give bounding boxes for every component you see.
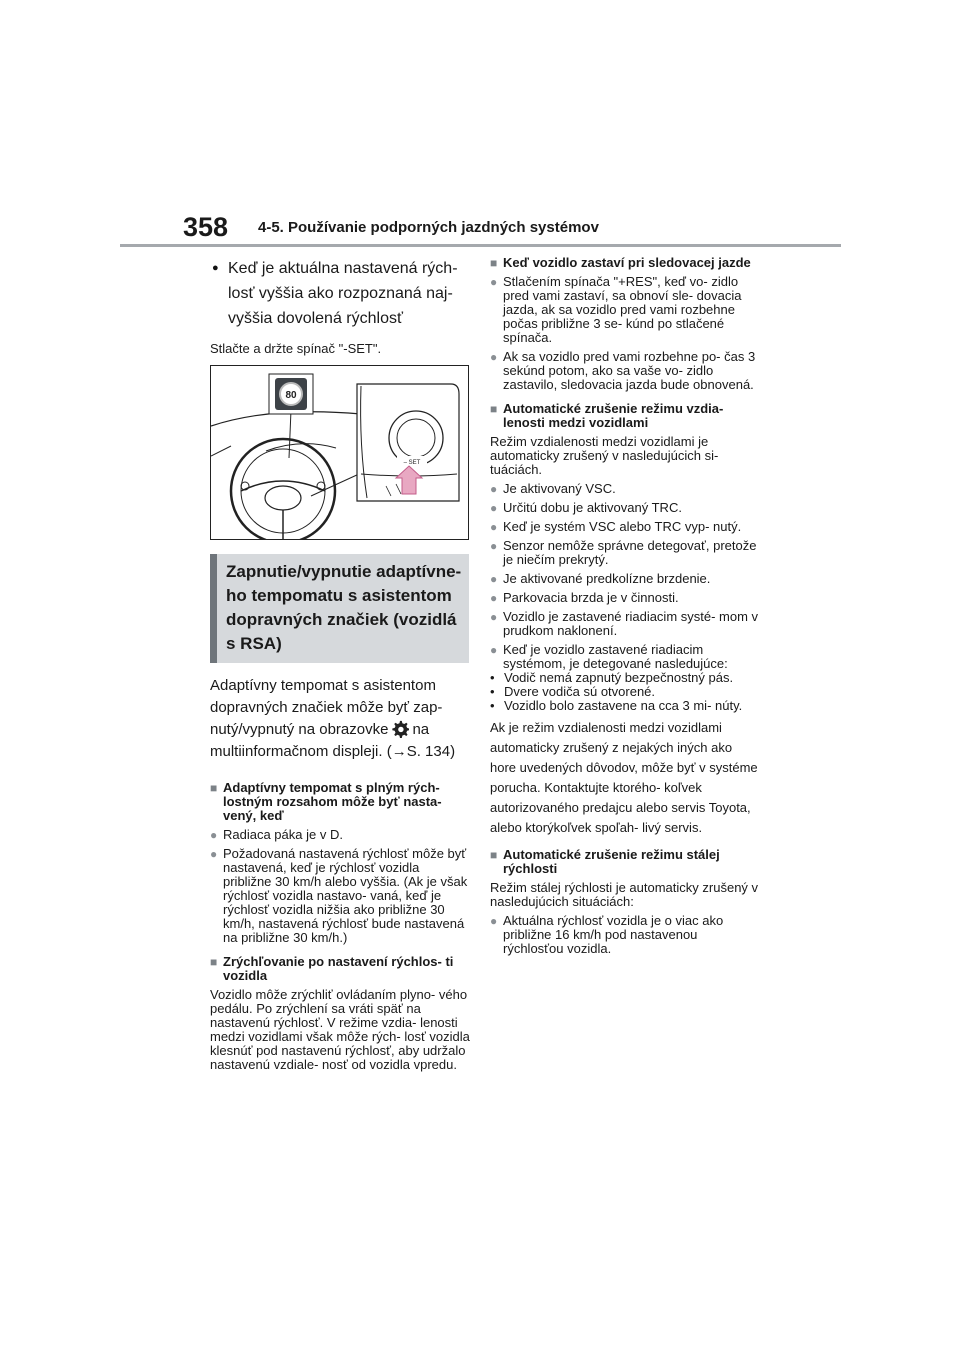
list-item-text: Senzor nemôže správne detegovať, pretože je niečím prekrytý. <box>503 538 757 567</box>
dash-bullet: • <box>490 684 495 699</box>
list-item-text: Aktuálna rýchlosť vozidla je o viac ako približne 16 km/h pod nastavenou rýchlosťou vozidla. <box>503 913 724 956</box>
list-item-text: Určitú dobu je aktivovaný TRC. <box>503 500 682 515</box>
dash-item <box>490 699 760 713</box>
subheading-text: Automatické zrušenie režimu vzdia- lenosti medzi vozidlami <box>503 401 724 430</box>
body-text-part2: na multiinformačnom displeji. (→S. 134) <box>210 721 456 760</box>
square-bullet-icon: ■ <box>490 256 498 270</box>
dash-item-text: Dvere vodiča sú otvorené. <box>504 684 656 699</box>
section-title: 4-5. Používanie podporných jazdných systémov <box>258 219 599 236</box>
list-item <box>210 828 470 842</box>
circle-bullet-icon: ● <box>490 482 498 496</box>
list-item-text: Ak sa vozidlo pred vami rozbehne po- čas 3 sekúnd potom, ako sa vaše vo- zidlo zastavilo, sledovacia jazda bude obnovená. <box>503 349 756 392</box>
dash-item <box>490 671 760 685</box>
steering-wheel-figure <box>210 365 469 540</box>
lead-bullet-text: Keď je aktuálna nastavená rých- losť vyššia ako rozpoznaná naj- vyššia dovolená rýchlosť <box>228 260 458 327</box>
list-item-text: Keď je vozidlo zastavené riadiacim systémom, je detegované nasledujúce: <box>503 642 728 671</box>
paragraph: Vozidlo môže zrýchliť ovládaním plyno- vého pedálu. Po zrýchlení sa vráti späť na nastavenú rýchlosť. V režime vzdia- lenosti medzi vozidlami však môže rých- losť vozidla klesnúť pod nastavenú rýchlosť, aby udržalo nastavenú vzdiale- nosť od vozidla vpredu. <box>210 987 470 1072</box>
list-item-text: Stlačením spínača "+RES", keď vo- zidlo pred vami zastaví, sa obnoví sle- dovacia jazda, ak sa vozidlo pred vami rozbehne počas približne 3 se- kúnd po stlačené spínača. <box>503 274 742 345</box>
circle-bullet-icon: ● <box>490 350 498 364</box>
list-item-text: Požadovaná nastavená rýchlosť môže byť nastavená, keď je rýchlosť vozidla približne 30 km/h alebo vyššia. (Ak je však rýchlosť vozidla nastavo- vaná, keď je rýchlosť vozidla nižšia ako približne 30 km/h, nastavená rýchlosť bude nastavená na približne 30 km/h.) <box>223 846 468 945</box>
circle-bullet-icon: ● <box>490 520 498 534</box>
right-column <box>490 256 760 956</box>
circle-bullet-icon: ● <box>210 828 218 842</box>
section-heading: Zapnutie/vypnutie adaptívne- ho tempomatu s asistentom dopravných značiek (vozidlá s RSA) <box>210 554 469 663</box>
subheading-auto-cancel-distance <box>490 402 760 430</box>
paragraph: Ak je režim vzdialenosti medzi vozidlami automaticky zrušený z nejakých iných ako hore uvedených dôvodov, môže byť v systéme porucha. Kontaktujte ktorého- koľvek autorizovaného predajcu alebo servis Toyota, alebo ktorýkoľvek spoľah- livý servis. <box>490 720 758 835</box>
subheading-text: Zrýchľovanie po nastavení rýchlos- ti vozidla <box>223 954 454 983</box>
subheading-auto-cancel-constant <box>490 848 760 876</box>
square-bullet-icon: ■ <box>210 955 218 969</box>
dash-item-text: Vozidlo bolo zastavene na cca 3 mi- núty. <box>504 698 743 713</box>
left-column <box>210 256 470 1072</box>
circle-bullet-icon: ● <box>210 847 218 861</box>
list-item-text: Je aktivovaný VSC. <box>503 481 616 496</box>
paragraph: Režim stálej rýchlosti je automaticky zrušený v nasledujúcich situáciách: <box>490 880 759 909</box>
list-item <box>490 275 760 345</box>
square-bullet-icon: ■ <box>490 848 498 862</box>
instruction-text: Stlačte a držte spínač "-SET". <box>210 341 382 356</box>
subheading-text: Keď vozidlo zastaví pri sledovacej jazde <box>503 255 751 270</box>
circle-bullet-icon: ● <box>490 914 498 928</box>
square-bullet-icon: ■ <box>490 402 498 416</box>
list-item <box>210 847 470 945</box>
list-item <box>490 539 760 567</box>
circle-bullet-icon: ● <box>490 501 498 515</box>
dash-item <box>490 685 760 699</box>
list-item <box>490 520 760 534</box>
list-item <box>490 914 760 956</box>
circle-bullet-icon: ● <box>490 643 498 657</box>
lead-bullet <box>210 256 470 331</box>
subheading-stop-follow <box>490 256 760 270</box>
page-number: 358 <box>183 212 229 242</box>
dash-item-text: Vodič nemá zapnutý bezpečnostný pás. <box>504 670 734 685</box>
list-item <box>490 501 760 515</box>
list-item <box>490 610 760 638</box>
square-bullet-icon: ■ <box>210 781 218 795</box>
list-item <box>490 591 760 605</box>
list-item-text: Parkovacia brzda je v činnosti. <box>503 590 679 605</box>
body-text-part1: Adaptívny tempomat s asistentom dopravných značiek môže byť zap- nutý/vypnutý na obrazovke <box>210 677 443 738</box>
subheading-full-speed-range <box>210 781 470 823</box>
circle-bullet-icon: ● <box>490 572 498 586</box>
list-item <box>490 643 760 671</box>
circle-bullet-icon: ● <box>490 539 498 553</box>
body-text <box>210 675 470 763</box>
dash-bullet: • <box>490 698 495 713</box>
subheading-acceleration <box>210 955 470 983</box>
circle-bullet-icon: ● <box>490 275 498 289</box>
list-item-text: Radiaca páka je v D. <box>223 827 343 842</box>
circle-bullet-icon: ● <box>490 610 498 624</box>
list-item <box>490 350 760 392</box>
bullet-dot-icon: ● <box>212 262 219 274</box>
list-item <box>490 572 760 586</box>
gear-icon <box>391 720 409 738</box>
paragraph: Režim vzdialenosti medzi vozidlami je automaticky zrušený v nasledujúcich si- tuáciách. <box>490 434 719 477</box>
header-rule <box>120 244 841 247</box>
list-item-text: Keď je systém VSC alebo TRC vyp- nutý. <box>503 519 742 534</box>
page-header <box>0 0 960 250</box>
speed-sign-value: 80 <box>285 390 297 401</box>
circle-bullet-icon: ● <box>490 591 498 605</box>
list-item-text: Je aktivované predkolízne brzdenie. <box>503 571 711 586</box>
subheading-text: Automatické zrušenie režimu stálej rýchlosti <box>503 847 720 876</box>
list-item <box>490 482 760 496</box>
subheading-text: Adaptívny tempomat s plným rých- lostným rozsahom môže byť nasta- vený, keď <box>223 780 442 823</box>
dash-bullet: • <box>490 670 495 685</box>
list-item-text: Vozidlo je zastavené riadiacim systé- mom v prudkom naklonení. <box>503 609 759 638</box>
set-switch-label: – SET <box>403 460 421 466</box>
steering-wheel-illustration <box>211 366 468 539</box>
